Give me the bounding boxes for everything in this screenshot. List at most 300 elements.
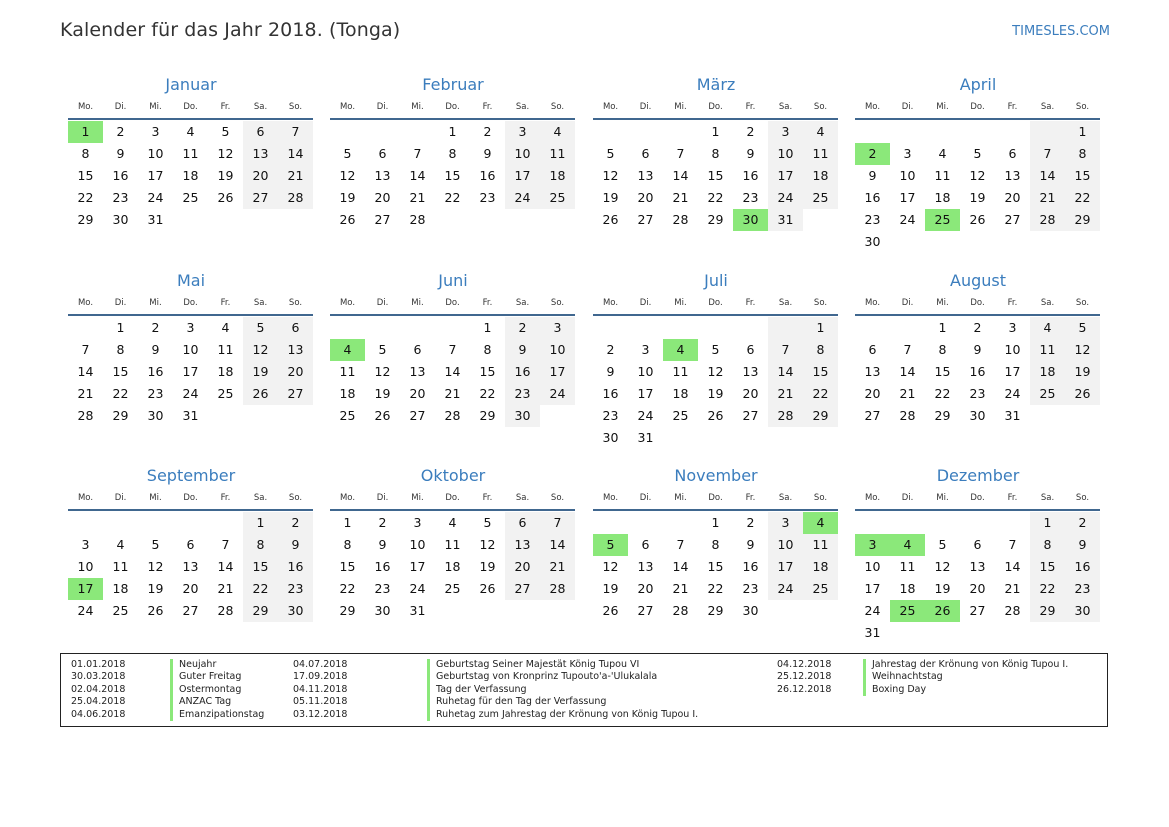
weekday-label: So. <box>1075 102 1090 112</box>
day-grid <box>68 512 314 622</box>
day-cell: 6 <box>641 537 650 552</box>
day-cell: 3 <box>151 124 160 139</box>
day-cell: 2 <box>378 515 387 530</box>
month-name: Dezember <box>936 466 1020 485</box>
day-cell: 7 <box>81 342 90 357</box>
day-cell: 12 <box>969 168 986 183</box>
day-cell: 1 <box>803 317 838 339</box>
day-cell: 6 <box>243 121 278 143</box>
day-cell: 26 <box>707 408 724 423</box>
day-cell: 8 <box>448 146 457 161</box>
month-name: Juni <box>438 271 468 290</box>
day-cell: 26 <box>339 212 356 227</box>
day-cell: 31 <box>768 209 803 231</box>
day-cell: 22 <box>77 190 94 205</box>
day-cell: 14 <box>768 361 803 383</box>
day-cell: 26 <box>602 603 619 618</box>
empty-cell <box>663 512 698 534</box>
day-cell: 19 <box>479 559 496 574</box>
day-cell: 8 <box>343 537 352 552</box>
day-cell: 9 <box>606 364 615 379</box>
day-cell: 22 <box>803 383 838 405</box>
day-cell: 18 <box>803 556 838 578</box>
day-cell: 18 <box>217 364 234 379</box>
empty-cell <box>890 512 925 534</box>
day-cell: 7 <box>768 339 803 361</box>
day-cell: 12 <box>934 559 951 574</box>
holiday-row <box>777 671 1068 683</box>
day-cell: 6 <box>868 342 877 357</box>
weekday-label: Di. <box>114 298 127 308</box>
weekday-label: Di. <box>376 298 389 308</box>
weekday-header <box>330 100 576 114</box>
empty-cell <box>628 512 663 534</box>
day-cell: 16 <box>742 559 759 574</box>
day-cell: 7 <box>278 121 313 143</box>
holiday-day: 1 <box>68 121 103 143</box>
day-cell: 20 <box>374 190 391 205</box>
day-cell: 13 <box>243 143 278 165</box>
day-cell: 25 <box>803 578 838 600</box>
day-cell: 10 <box>409 537 426 552</box>
day-cell: 17 <box>147 168 164 183</box>
day-cell: 23 <box>602 408 619 423</box>
holiday-date: 04.07.2018 <box>293 659 348 670</box>
weekday-header <box>593 491 839 505</box>
day-cell: 1 <box>711 515 720 530</box>
holiday-name: Weihnachtstag <box>863 671 943 683</box>
empty-cell <box>103 512 138 534</box>
day-cell: 29 <box>1030 600 1065 622</box>
holiday-row <box>777 684 1068 696</box>
weekday-label: Do. <box>970 298 985 308</box>
day-cell: 26 <box>969 212 986 227</box>
day-cell: 28 <box>1030 209 1065 231</box>
day-cell: 2 <box>1065 512 1100 534</box>
day-cell: 4 <box>1030 317 1065 339</box>
empty-cell <box>628 121 663 143</box>
day-cell: 23 <box>742 190 759 205</box>
month-name: Februar <box>422 75 484 94</box>
weekday-label: Di. <box>901 298 914 308</box>
weekday-label: Sa. <box>778 493 793 503</box>
holiday-date: 04.11.2018 <box>293 683 348 695</box>
day-cell: 26 <box>1065 383 1100 405</box>
month-oktober <box>330 465 576 622</box>
day-cell: 8 <box>81 146 90 161</box>
month-name: April <box>959 75 997 94</box>
holiday-row <box>71 709 264 721</box>
day-cell: 12 <box>147 559 164 574</box>
day-cell: 14 <box>899 364 916 379</box>
weekday-label: Fr. <box>1007 102 1018 112</box>
empty-cell <box>663 121 698 143</box>
weekday-label: Mi. <box>411 493 424 503</box>
day-grid <box>68 121 314 231</box>
day-cell: 14 <box>672 559 689 574</box>
day-cell: 9 <box>378 537 387 552</box>
empty-cell <box>365 317 400 339</box>
header-rule <box>68 509 313 511</box>
weekday-label: So. <box>288 102 303 112</box>
day-cell: 25 <box>540 187 575 209</box>
day-cell: 11 <box>803 534 838 556</box>
weekday-label: Mo. <box>602 102 619 112</box>
weekday-header <box>68 296 314 310</box>
weekday-label: Di. <box>639 102 652 112</box>
header-rule <box>330 314 575 316</box>
weekday-label: Mo. <box>77 102 94 112</box>
day-cell: 21 <box>1004 581 1021 596</box>
day-cell: 26 <box>479 581 496 596</box>
site-link[interactable]: TIMESLES.COM <box>1012 24 1110 39</box>
day-cell: 23 <box>505 383 540 405</box>
day-cell: 13 <box>182 559 199 574</box>
day-cell: 29 <box>243 600 278 622</box>
holiday-column <box>71 659 264 721</box>
holiday-date: 04.12.2018 <box>777 659 832 670</box>
day-cell: 17 <box>768 556 803 578</box>
holiday-name: Guter Freitag <box>170 671 241 683</box>
holiday-row <box>293 709 698 721</box>
day-cell: 20 <box>1004 190 1021 205</box>
weekday-label: Mi. <box>149 102 162 112</box>
day-cell: 13 <box>969 559 986 574</box>
day-cell: 22 <box>934 386 951 401</box>
day-cell: 25 <box>217 386 234 401</box>
day-cell: 17 <box>505 165 540 187</box>
holiday-date: 25.12.2018 <box>777 671 832 683</box>
day-cell: 11 <box>540 143 575 165</box>
empty-cell <box>208 512 243 534</box>
day-cell: 13 <box>278 339 313 361</box>
weekday-header <box>68 100 314 114</box>
day-cell: 2 <box>483 124 492 139</box>
day-cell: 24 <box>77 603 94 618</box>
day-cell: 15 <box>803 361 838 383</box>
day-cell: 12 <box>217 146 234 161</box>
day-cell: 1 <box>483 320 492 335</box>
day-cell: 28 <box>540 578 575 600</box>
weekday-label: Sa. <box>253 493 268 503</box>
holiday-date: 04.06.2018 <box>71 708 126 720</box>
day-cell: 9 <box>868 168 877 183</box>
day-cell: 15 <box>444 168 461 183</box>
weekday-label: Fr. <box>482 493 493 503</box>
empty-cell <box>173 512 208 534</box>
day-cell: 30 <box>969 408 986 423</box>
day-cell: 20 <box>409 386 426 401</box>
day-cell: 16 <box>479 168 496 183</box>
day-cell: 18 <box>182 168 199 183</box>
header-rule <box>593 118 838 120</box>
day-cell: 21 <box>672 581 689 596</box>
day-cell: 3 <box>641 342 650 357</box>
empty-cell <box>365 121 400 143</box>
day-cell: 20 <box>637 190 654 205</box>
day-cell: 30 <box>602 430 619 445</box>
day-cell: 14 <box>672 168 689 183</box>
day-cell: 27 <box>409 408 426 423</box>
day-cell: 4 <box>221 320 230 335</box>
day-cell: 3 <box>186 320 195 335</box>
day-cell: 24 <box>899 212 916 227</box>
day-cell: 15 <box>1065 165 1100 187</box>
weekday-label: Sa. <box>1040 298 1055 308</box>
day-cell: 3 <box>540 317 575 339</box>
day-cell: 14 <box>1004 559 1021 574</box>
day-cell: 6 <box>186 537 195 552</box>
day-cell: 12 <box>339 168 356 183</box>
empty-cell <box>890 121 925 143</box>
day-cell: 10 <box>182 342 199 357</box>
day-cell: 11 <box>217 342 234 357</box>
weekday-label: Fr. <box>220 493 231 503</box>
day-cell: 10 <box>768 143 803 165</box>
day-cell: 28 <box>77 408 94 423</box>
weekday-label: Sa. <box>515 298 530 308</box>
weekday-header <box>855 100 1101 114</box>
day-cell: 30 <box>147 408 164 423</box>
empty-cell <box>330 317 365 339</box>
day-cell: 6 <box>746 342 755 357</box>
header-rule <box>593 509 838 511</box>
day-cell: 24 <box>637 408 654 423</box>
day-cell: 10 <box>77 559 94 574</box>
weekday-label: So. <box>288 493 303 503</box>
day-cell: 23 <box>1065 578 1100 600</box>
day-cell: 3 <box>81 537 90 552</box>
day-cell: 31 <box>409 603 426 618</box>
day-cell: 19 <box>374 386 391 401</box>
month-name: November <box>674 466 758 485</box>
day-cell: 22 <box>339 581 356 596</box>
day-cell: 17 <box>409 559 426 574</box>
holiday-date: 17.09.2018 <box>293 671 348 683</box>
day-cell: 13 <box>637 168 654 183</box>
day-cell: 27 <box>969 603 986 618</box>
holiday-day: 2 <box>855 143 890 165</box>
weekday-label: Mo. <box>339 298 356 308</box>
day-cell: 31 <box>637 430 654 445</box>
day-cell: 27 <box>374 212 391 227</box>
empty-cell <box>330 121 365 143</box>
day-cell: 29 <box>112 408 129 423</box>
weekday-label: Mo. <box>864 298 881 308</box>
day-cell: 19 <box>602 581 619 596</box>
day-cell: 28 <box>672 603 689 618</box>
day-cell: 23 <box>112 190 129 205</box>
day-cell: 20 <box>505 556 540 578</box>
day-cell: 17 <box>864 581 881 596</box>
day-cell: 5 <box>378 342 387 357</box>
day-cell: 19 <box>1065 361 1100 383</box>
day-cell: 29 <box>479 408 496 423</box>
month-mai <box>68 270 314 427</box>
day-cell: 8 <box>243 534 278 556</box>
day-cell: 7 <box>903 342 912 357</box>
weekday-label: Di. <box>376 493 389 503</box>
day-cell: 11 <box>672 364 689 379</box>
month-november <box>593 465 839 622</box>
weekday-header <box>330 491 576 505</box>
holiday-legend <box>60 653 1108 727</box>
day-cell: 10 <box>768 534 803 556</box>
weekday-label: Mi. <box>674 493 687 503</box>
day-cell: 22 <box>1030 578 1065 600</box>
day-cell: 11 <box>1030 339 1065 361</box>
weekday-label: So. <box>288 298 303 308</box>
day-grid <box>855 121 1101 253</box>
weekday-label: Mi. <box>411 298 424 308</box>
day-cell: 9 <box>151 342 160 357</box>
day-cell: 19 <box>602 190 619 205</box>
day-cell: 23 <box>742 581 759 596</box>
day-cell: 26 <box>217 190 234 205</box>
day-cell: 23 <box>479 190 496 205</box>
empty-cell <box>68 512 103 534</box>
weekday-header <box>855 491 1101 505</box>
weekday-label: Fr. <box>220 102 231 112</box>
day-cell: 15 <box>707 168 724 183</box>
day-cell: 9 <box>1065 534 1100 556</box>
day-cell: 29 <box>707 603 724 618</box>
day-cell: 30 <box>505 405 540 427</box>
day-cell: 22 <box>707 190 724 205</box>
day-cell: 19 <box>217 168 234 183</box>
day-cell: 31 <box>147 212 164 227</box>
empty-cell <box>593 317 628 339</box>
day-cell: 6 <box>1008 146 1017 161</box>
day-cell: 12 <box>707 364 724 379</box>
holiday-day: 25 <box>925 209 960 231</box>
day-cell: 9 <box>746 146 755 161</box>
holiday-day: 4 <box>890 534 925 556</box>
day-cell: 15 <box>479 364 496 379</box>
day-cell: 11 <box>339 364 356 379</box>
day-cell: 2 <box>116 124 125 139</box>
day-cell: 1 <box>116 320 125 335</box>
day-cell: 5 <box>151 537 160 552</box>
weekday-label: Do. <box>183 493 198 503</box>
day-cell: 10 <box>505 143 540 165</box>
day-cell: 5 <box>483 515 492 530</box>
day-cell: 18 <box>934 190 951 205</box>
month-april <box>855 74 1101 253</box>
month-name: Mai <box>176 271 206 290</box>
day-cell: 21 <box>278 165 313 187</box>
day-cell: 2 <box>278 512 313 534</box>
weekday-label: Di. <box>114 102 127 112</box>
day-cell: 12 <box>602 559 619 574</box>
weekday-header <box>68 491 314 505</box>
empty-cell <box>890 317 925 339</box>
day-cell: 17 <box>899 190 916 205</box>
weekday-label: Sa. <box>515 493 530 503</box>
day-cell: 13 <box>1004 168 1021 183</box>
day-cell: 8 <box>938 342 947 357</box>
weekday-header <box>593 100 839 114</box>
empty-cell <box>435 317 470 339</box>
day-cell: 9 <box>973 342 982 357</box>
day-cell: 26 <box>602 212 619 227</box>
weekday-label: Do. <box>183 298 198 308</box>
weekday-label: Di. <box>901 102 914 112</box>
day-cell: 10 <box>637 364 654 379</box>
weekday-label: Do. <box>708 102 723 112</box>
day-cell: 13 <box>742 364 759 379</box>
day-grid <box>68 317 314 427</box>
header-rule <box>855 509 1100 511</box>
day-cell: 3 <box>413 515 422 530</box>
day-cell: 1 <box>938 320 947 335</box>
day-cell: 9 <box>483 146 492 161</box>
holiday-day: 26 <box>925 600 960 622</box>
day-cell: 30 <box>112 212 129 227</box>
day-cell: 1 <box>1065 121 1100 143</box>
day-cell: 18 <box>672 386 689 401</box>
day-cell: 28 <box>217 603 234 618</box>
weekday-label: So. <box>813 298 828 308</box>
day-cell: 19 <box>969 190 986 205</box>
day-cell: 16 <box>742 168 759 183</box>
day-cell: 28 <box>444 408 461 423</box>
day-cell: 28 <box>1004 603 1021 618</box>
day-cell: 8 <box>711 537 720 552</box>
day-cell: 31 <box>182 408 199 423</box>
weekday-label: Fr. <box>745 102 756 112</box>
weekday-label: Mo. <box>77 493 94 503</box>
holiday-day: 4 <box>330 339 365 361</box>
day-cell: 27 <box>1004 212 1021 227</box>
day-cell: 10 <box>540 339 575 361</box>
day-cell: 20 <box>278 361 313 383</box>
day-cell: 23 <box>374 581 391 596</box>
day-cell: 24 <box>768 578 803 600</box>
holiday-name: Emanzipationstag <box>170 709 264 721</box>
day-cell: 18 <box>803 165 838 187</box>
day-cell: 25 <box>339 408 356 423</box>
day-cell: 22 <box>479 386 496 401</box>
holiday-date: 02.04.2018 <box>71 683 126 695</box>
day-cell: 22 <box>243 578 278 600</box>
day-cell: 27 <box>278 383 313 405</box>
day-cell: 7 <box>676 537 685 552</box>
holiday-row <box>71 659 264 671</box>
weekday-label: Fr. <box>1007 493 1018 503</box>
day-cell: 28 <box>278 187 313 209</box>
day-cell: 26 <box>243 383 278 405</box>
holiday-row <box>71 696 264 708</box>
day-cell: 20 <box>969 581 986 596</box>
day-cell: 24 <box>147 190 164 205</box>
weekday-label: Di. <box>376 102 389 112</box>
day-cell: 17 <box>182 364 199 379</box>
month-name: Juli <box>704 271 728 290</box>
day-cell: 11 <box>934 168 951 183</box>
weekday-label: Fr. <box>745 493 756 503</box>
weekday-label: Sa. <box>1040 102 1055 112</box>
weekday-label: Do. <box>445 493 460 503</box>
day-cell: 11 <box>803 143 838 165</box>
day-cell: 14 <box>217 559 234 574</box>
day-cell: 18 <box>339 386 356 401</box>
day-cell: 29 <box>803 405 838 427</box>
day-cell: 23 <box>969 386 986 401</box>
day-cell: 13 <box>637 559 654 574</box>
day-cell: 31 <box>864 625 881 640</box>
day-cell: 25 <box>182 190 199 205</box>
